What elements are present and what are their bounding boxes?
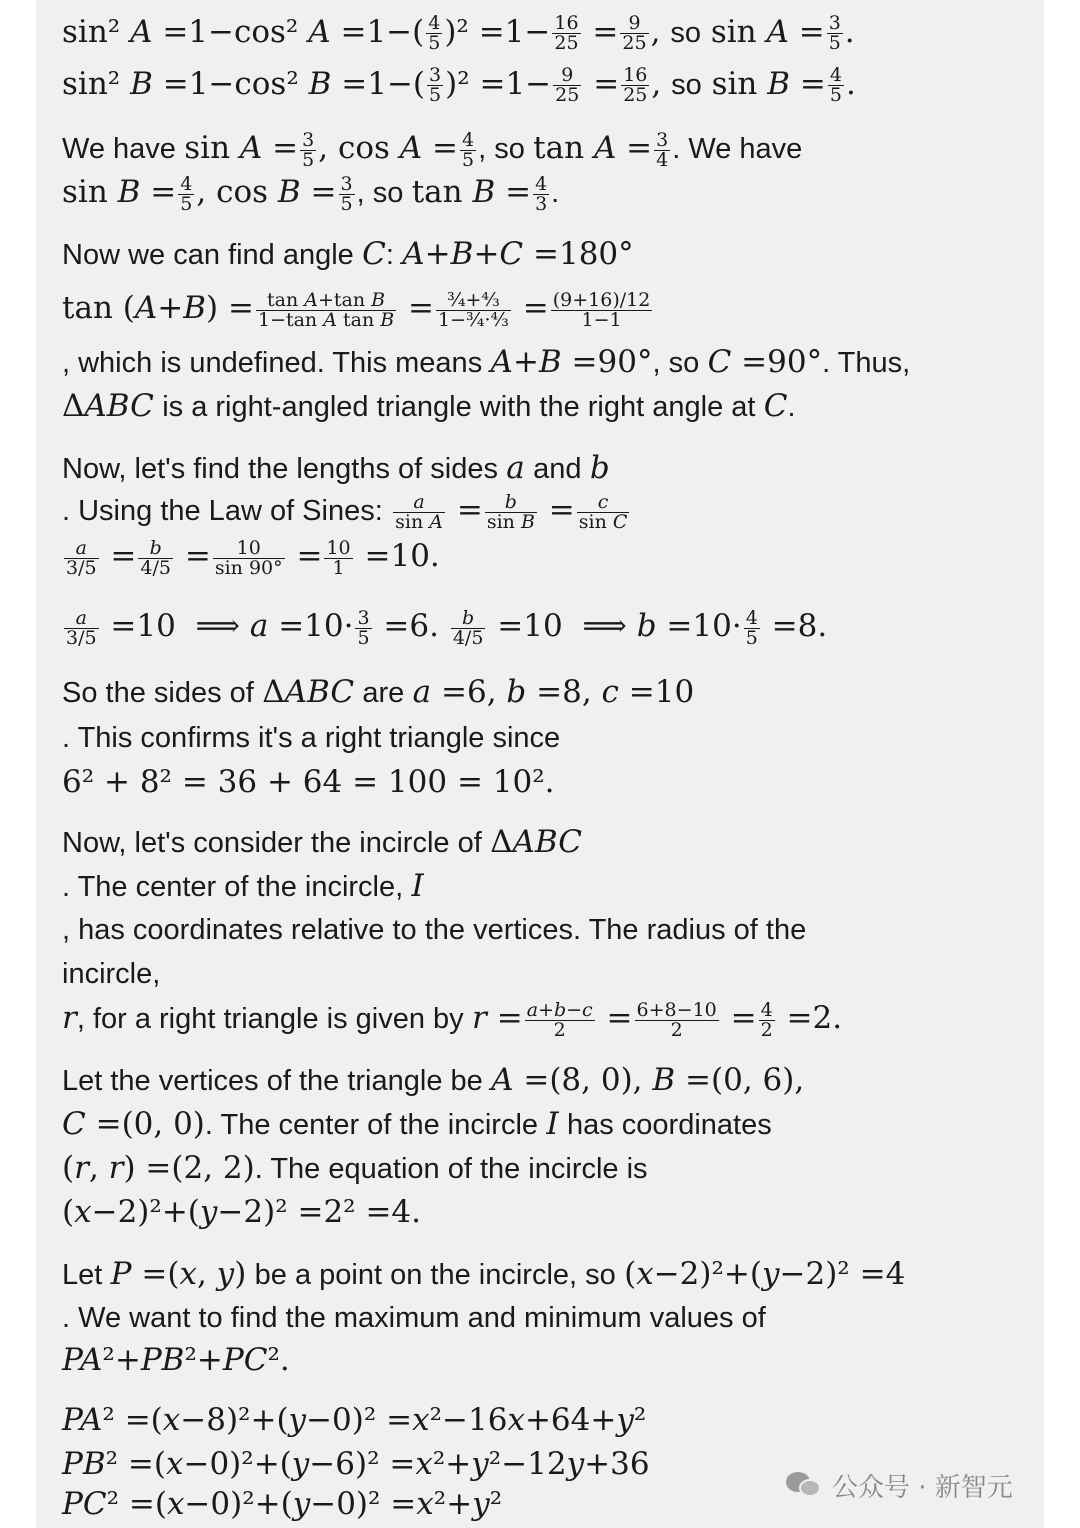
watermark [786,1465,1013,1505]
text-line: r, for a right triangle is given by r = $\frac{a+b-c}{2}$ = $\frac{6+8-10}{2}$ = $\frac{4}{2}$ =2. [62,998,843,1041]
text-line: Let P =(x, y) be a point on the incircle, so (x−2)²+(y−2)² =4 [62,1256,906,1292]
text-line: Now we can find angle C: A+B+C =180° [62,236,634,272]
math-line: (x−2)²+(y−2)² =2² =4. [62,1194,422,1230]
text-line: Let the vertices of the triangle be A =(8, 0), B =(0, 6), [62,1062,805,1098]
math-line: sin² B =1−cos² B =1−( $\frac{3}{5}$ )² =1− $\frac{9}{25}$ = $\frac{16}{25}$ , so sin B = $\frac{4}{5}$ . [62,64,856,106]
text-line: ΔABC is a right-angled triangle with the right angle at C. [62,388,796,424]
text-line: , has coordinates relative to the vertices. The radius of the [62,914,807,946]
math-line: 6² + 8² = 36 + 64 = 100 = 10². [62,764,555,800]
math-line: PC² =(x−0)²+(y−0)² =x²+y² [62,1486,503,1522]
text-line: So the sides of ΔABC are a =6, b =8, c =10 [62,674,695,710]
math-line: sin² A =1−cos² A =1−( $\frac{4}{5}$ )² =1− $\frac{16}{25}$ = $\frac{9}{25}$ , so sin A = $\frac{3}{5}$ . [62,12,855,54]
math-line: $\frac{a}{3/5}$ =10 ⟹ a =10· $\frac{3}{5}$ =6. $\frac{b}{4/5}$ =10 ⟹ b =10· $\frac{4}{5}$ =8. [66,606,828,649]
text-line: . This confirms it's a right triangle since [62,722,561,754]
text-line: (r, r) =(2, 2). The equation of the incircle is [62,1150,648,1186]
math-line: tan (A+B) = $\frac{\text{tan A+tan B}}{\text{1−tan A tan B}}$ = $\frac{\text{¾+⁴⁄₃}}{\text{1−¾·⁴⁄₃}}$ = $\frac{(9+16)/12}{1-1}$ [62,288,651,331]
wechat-icon [786,1470,824,1500]
text-line: . The center of the incircle, I [62,868,424,904]
text-line: , which is undefined. This means A+B =90°, so C =90°. Thus, [62,344,911,380]
math-line: PA² =(x−8)²+(y−0)² =x²−16x+64+y² [62,1402,647,1438]
text-line: incircle, [62,958,161,990]
text-line: Now, let's consider the incircle of ΔABC [62,824,582,860]
text-line: C =(0, 0). The center of the incircle I has coordinates [62,1106,772,1142]
text-line: . We want to find the maximum and minimum values of [62,1302,766,1334]
right-margin [1044,0,1080,1528]
math-line: $\frac{a}{3/5}$ = $\frac{b}{4/5}$ = $\frac{10}{\sin 90^\circ}$ = $\frac{10}{1}$ =10. [66,536,440,579]
math-line: PB² =(x−0)²+(y−6)² =x²+y²−12y+36 [62,1446,650,1482]
watermark-text: 公众号 · 新智元 [832,1472,1013,1503]
text-line: We have sin A = $\frac{3}{5}$ , cos A = $\frac{4}{5}$ , so tan A = $\frac{3}{4}$ . We have [62,128,803,171]
math-line: PA²+PB²+PC². [62,1342,290,1378]
text-line: Now, let's find the lengths of sides a and b [62,450,610,486]
text-line: sin B = $\frac{4}{5}$ , cos B = $\frac{3}{5}$ , so tan B = $\frac{4}{3}$ . [62,172,560,215]
text-line: . Using the Law of Sines: $\frac{a}{\text{sin A}}$ = $\frac{b}{\text{sin B}}$ = $\frac{c}{\text{sin C}}$ [62,490,628,533]
left-margin [0,0,36,1528]
